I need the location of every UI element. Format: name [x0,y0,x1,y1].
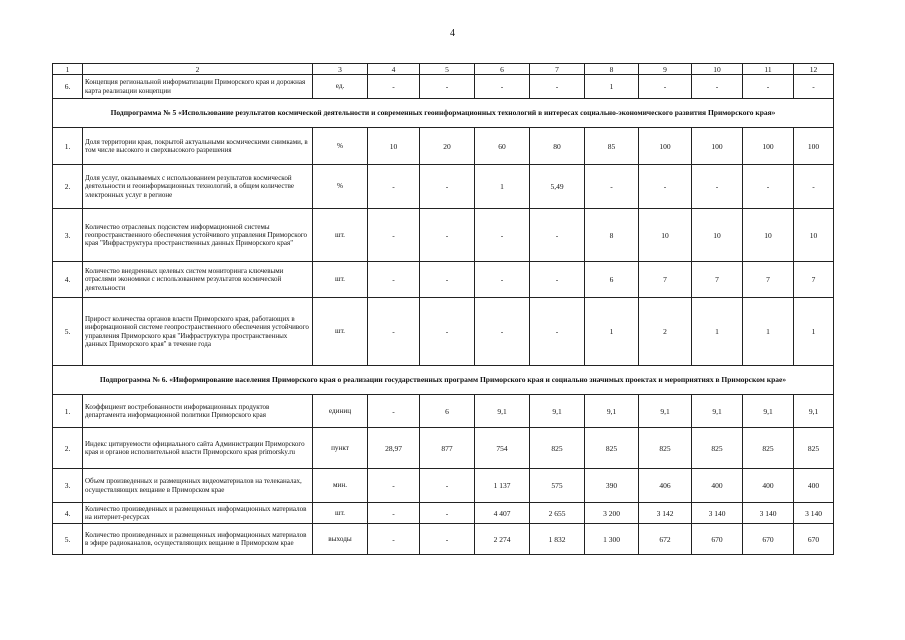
unit-cell: мин. [313,469,368,503]
value-cell: - [639,165,692,209]
value-cell: 100 [692,128,743,165]
value-cell: 400 [692,469,743,503]
value-cell: 2 [639,298,692,366]
value-cell: 1 137 [475,469,530,503]
value-cell: 9,1 [475,395,530,428]
table-row [53,428,834,469]
unit-cell: % [313,165,368,209]
value-cell: 754 [475,428,530,469]
indicator-name: Прирост количества органов власти Приморского края, работающих в информационной системе геопространственного обеспечения устойчивого управления Приморского края "Инфраструктура пространственных данных Приморского края" в течение года [83,298,313,366]
value-cell: 672 [639,524,692,555]
unit-cell: выходы [313,524,368,555]
value-cell: 825 [639,428,692,469]
indicator-name: Количество произведенных и размещенных информационных материалов в эфире радиоканалов, осуществляющих вещание в Приморском крае [83,524,313,555]
table-row [53,128,834,165]
value-cell: 100 [743,128,794,165]
value-cell: - [368,298,420,366]
subprogram-header-row [53,99,834,128]
row-number: 1. [53,395,83,428]
value-cell: - [475,75,530,99]
indicator-name: Количество произведенных и размещенных информационных материалов на интернет-ресурсах [83,503,313,524]
column-header: 10 [692,64,743,75]
value-cell: 10 [692,209,743,262]
value-cell: - [692,75,743,99]
row-number: 1. [53,128,83,165]
value-cell: - [368,165,420,209]
value-cell: 7 [692,262,743,298]
row-number: 5. [53,524,83,555]
value-cell: 9,1 [743,395,794,428]
value-cell: 1 [743,298,794,366]
column-header: 3 [313,64,368,75]
value-cell: 9,1 [639,395,692,428]
value-cell: - [420,298,475,366]
row-number: 3. [53,469,83,503]
value-cell: 670 [743,524,794,555]
table-row [53,262,834,298]
value-cell: - [368,469,420,503]
column-header: 2 [83,64,313,75]
subprogram-title: Подпрограмма № 6. «Информирование населения Приморского края о реализации государственных программ Приморского края и социально значимых проектах и мероприятиях в Приморском крае» [53,366,834,395]
table-body [53,64,834,555]
value-cell: 7 [794,262,834,298]
column-header: 9 [639,64,692,75]
value-cell: 85 [585,128,639,165]
indicator-name: Коэффициент востребованности информационных продуктов департамента информационной политики Приморского края [83,395,313,428]
unit-cell: шт. [313,298,368,366]
value-cell: - [743,75,794,99]
value-cell: - [420,165,475,209]
value-cell: - [368,395,420,428]
value-cell: 1 300 [585,524,639,555]
value-cell: 9,1 [692,395,743,428]
indicator-name: Количество внедренных целевых систем мониторинга ключевыми отраслями экономики с использованием результатов космической деятельности [83,262,313,298]
value-cell: 1 [692,298,743,366]
table-row [53,524,834,555]
value-cell: 1 [585,75,639,99]
value-cell: - [743,165,794,209]
table-row [53,209,834,262]
value-cell: - [692,165,743,209]
column-header: 1 [53,64,83,75]
value-cell: 4 407 [475,503,530,524]
value-cell: 1 [585,298,639,366]
value-cell: 575 [530,469,585,503]
value-cell: 3 142 [639,503,692,524]
value-cell: - [420,209,475,262]
unit-cell: ед. [313,75,368,99]
page-number: 4 [450,28,455,39]
row-number: 2. [53,165,83,209]
unit-cell: шт. [313,262,368,298]
value-cell: - [368,75,420,99]
unit-cell: % [313,128,368,165]
value-cell: 390 [585,469,639,503]
value-cell: 9,1 [585,395,639,428]
value-cell: - [420,469,475,503]
value-cell: - [368,524,420,555]
value-cell: 825 [794,428,834,469]
unit-cell: шт. [313,209,368,262]
value-cell: - [794,75,834,99]
unit-cell: шт. [313,503,368,524]
table-row [53,75,834,99]
subprogram-header-row [53,366,834,395]
indicator-name: Доля услуг, оказываемых с использованием результатов космической деятельности и геоинформационных технологий, в общем количестве электронных услуг в регионе [83,165,313,209]
value-cell: 825 [585,428,639,469]
column-header: 12 [794,64,834,75]
value-cell: 3 200 [585,503,639,524]
value-cell: - [475,209,530,262]
row-number: 4. [53,262,83,298]
column-header: 11 [743,64,794,75]
value-cell: 80 [530,128,585,165]
value-cell: - [639,75,692,99]
value-cell: 10 [368,128,420,165]
value-cell: 670 [692,524,743,555]
value-cell: 6 [585,262,639,298]
value-cell: 3 140 [743,503,794,524]
value-cell: 10 [743,209,794,262]
indicator-name: Объем произведенных и размещенных видеоматериалов на телеканалах, осуществляющих вещание в Приморском крае [83,469,313,503]
column-header: 4 [368,64,420,75]
value-cell: 877 [420,428,475,469]
value-cell: 10 [794,209,834,262]
value-cell: 2 655 [530,503,585,524]
value-cell: - [475,298,530,366]
table-row [53,165,834,209]
value-cell: - [420,503,475,524]
subprogram-title: Подпрограмма № 5 «Использование результатов космической деятельности и современных геоинформационных технологий в интересах социально-экономического развития Приморского края» [53,99,834,128]
value-cell: 3 140 [794,503,834,524]
value-cell: 60 [475,128,530,165]
value-cell: 1 [475,165,530,209]
value-cell: 1 [794,298,834,366]
value-cell: 1 832 [530,524,585,555]
value-cell: 6 [420,395,475,428]
value-cell: - [530,298,585,366]
value-cell: - [475,262,530,298]
value-cell: 8 [585,209,639,262]
value-cell: 28,97 [368,428,420,469]
value-cell: - [368,503,420,524]
value-cell: 2 274 [475,524,530,555]
value-cell: 100 [794,128,834,165]
indicator-name: Доля территории края, покрытой актуальными космическими снимками, в том числе высокого и сверхвысокого разрешения [83,128,313,165]
value-cell: - [368,262,420,298]
value-cell: 825 [743,428,794,469]
column-header: 8 [585,64,639,75]
value-cell: 825 [530,428,585,469]
header-row [53,64,834,75]
value-cell: 9,1 [530,395,585,428]
value-cell: - [420,262,475,298]
value-cell: 400 [743,469,794,503]
row-number: 2. [53,428,83,469]
column-header: 5 [420,64,475,75]
unit-cell: пункт [313,428,368,469]
value-cell: - [420,75,475,99]
row-number: 5. [53,298,83,366]
indicator-name: Концепция региональной информатизации Приморского края и дорожная карта реализации концепции [83,75,313,99]
table-row [53,298,834,366]
indicator-name: Количество отраслевых подсистем информационной системы геопространственного обеспечения устойчивого управления Приморского края "Инфраструктура пространственных данных Приморского края" [83,209,313,262]
value-cell: - [794,165,834,209]
table-row [53,503,834,524]
value-cell: 670 [794,524,834,555]
value-cell: 3 140 [692,503,743,524]
value-cell: 7 [639,262,692,298]
value-cell: 10 [639,209,692,262]
value-cell: 20 [420,128,475,165]
value-cell: 9,1 [794,395,834,428]
table-row [53,469,834,503]
row-number: 4. [53,503,83,524]
value-cell: 400 [794,469,834,503]
indicator-name: Индекс цитируемости официального сайта Администрации Приморского края и органов исполнительной власти Приморского края primorsky.ru [83,428,313,469]
value-cell: 406 [639,469,692,503]
value-cell: - [585,165,639,209]
unit-cell: единиц [313,395,368,428]
value-cell: - [530,262,585,298]
column-header: 7 [530,64,585,75]
value-cell: 5,49 [530,165,585,209]
value-cell: 7 [743,262,794,298]
value-cell: - [530,209,585,262]
column-header: 6 [475,64,530,75]
indicators-table [52,63,834,555]
row-number: 3. [53,209,83,262]
row-number: 6. [53,75,83,99]
value-cell: 825 [692,428,743,469]
value-cell: - [530,75,585,99]
value-cell: 100 [639,128,692,165]
value-cell: - [368,209,420,262]
value-cell: - [420,524,475,555]
table-row [53,395,834,428]
